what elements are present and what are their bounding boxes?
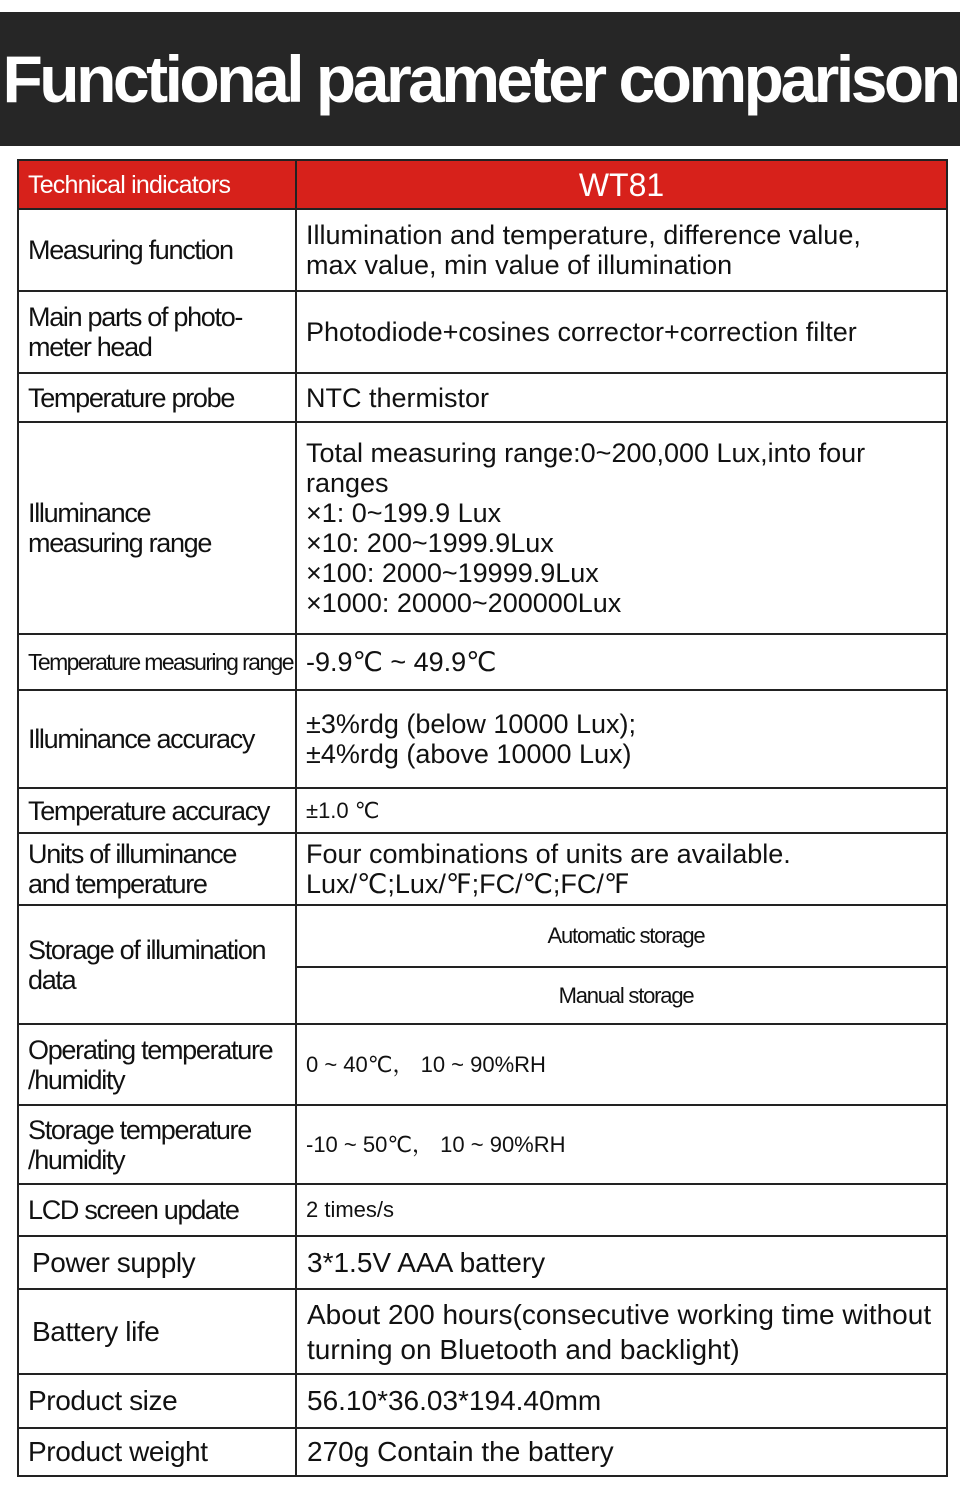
value-line: ±3%rdg (below 10000 Lux);: [306, 709, 637, 739]
row-value: [296, 209, 947, 291]
value-line: ×10: 200~1999.9Lux: [306, 528, 554, 558]
page-title: Functional parameter comparison: [2, 42, 958, 116]
value-line: Four combinations of units are available.: [306, 839, 791, 869]
label-line: and temperature: [28, 869, 207, 899]
table-row: [18, 422, 947, 634]
row-label: Power supply: [18, 1236, 296, 1289]
table-row: [18, 1024, 947, 1105]
row-value: ±1.0 ℃: [296, 788, 947, 833]
table-row: [18, 291, 947, 373]
title-banner: [0, 12, 960, 146]
row-value: NTC thermistor: [296, 373, 947, 422]
label-line: Storage of illumination: [28, 934, 266, 965]
label-line: data: [28, 964, 76, 995]
label-line: Illuminance: [28, 498, 151, 528]
value-line: About 200 hours(consecutive working time without: [307, 1298, 932, 1330]
row-label: Illuminance accuracy: [18, 690, 296, 788]
row-label: Measuring function: [18, 209, 296, 291]
label-line: Units of illuminance: [28, 839, 237, 869]
table-row: [18, 209, 947, 291]
row-value: 56.10*36.03*194.40mm: [296, 1374, 947, 1428]
value-line: ×1000: 20000~200000Lux: [306, 588, 622, 618]
table-row: [18, 1184, 947, 1236]
row-label: [18, 833, 296, 905]
value-line: Illumination and temperature, difference value,: [306, 220, 861, 250]
row-value: [296, 833, 947, 905]
table-row: [18, 373, 947, 422]
row-label: Temperature probe: [18, 373, 296, 422]
value-line: Total measuring range:0~200,000 Lux,into four: [306, 438, 866, 468]
table-row: [18, 1428, 947, 1476]
row-label: [18, 291, 296, 373]
value-line: ×100: 2000~19999.9Lux: [306, 558, 599, 588]
label-line: measuring range: [28, 528, 212, 558]
row-value: [296, 422, 947, 634]
label-line: Operating temperature: [28, 1034, 273, 1065]
row-value: -9.9℃ ~ 49.9℃: [296, 634, 947, 690]
row-value: -10 ~ 50℃， 10 ~ 90%RH: [296, 1105, 947, 1184]
header-model: WT81: [296, 160, 947, 209]
table-row: [18, 1289, 947, 1374]
value-line: ±4%rdg (above 10000 Lux): [306, 739, 632, 769]
value-line: turning on Bluetooth and backlight): [307, 1333, 740, 1365]
row-label: Temperature accuracy: [18, 788, 296, 833]
row-value: [296, 690, 947, 788]
row-label: [18, 1024, 296, 1105]
value-line: ranges: [306, 468, 389, 498]
table-header-row: [18, 160, 947, 209]
row-value: Photodiode+cosines corrector+correction filter: [296, 291, 947, 373]
table-row: [18, 1236, 947, 1289]
row-value: 270g Contain the battery: [296, 1428, 947, 1476]
row-label: Battery life: [18, 1289, 296, 1374]
spec-table: [17, 159, 948, 1477]
automatic-storage: Automatic storage: [296, 905, 947, 967]
row-value: 3*1.5V AAA battery: [296, 1236, 947, 1289]
table-row: [18, 905, 947, 967]
row-label: [18, 422, 296, 634]
table-row: [18, 690, 947, 788]
row-label: [18, 1105, 296, 1184]
label-line: meter head: [28, 332, 152, 362]
table-row: [18, 634, 947, 690]
label-line: /humidity: [28, 1064, 125, 1095]
manual-storage: Manual storage: [296, 967, 947, 1024]
header-label: Technical indicators: [18, 160, 296, 209]
table-row: [18, 833, 947, 905]
value-line: ×1: 0~199.9 Lux: [306, 498, 502, 528]
row-value: 0 ~ 40℃， 10 ~ 90%RH: [296, 1024, 947, 1105]
row-label: Product weight: [18, 1428, 296, 1476]
label-line: Main parts of photo-: [28, 302, 243, 332]
value-line: max value, min value of illumination: [306, 250, 733, 280]
label-line: Storage temperature: [28, 1114, 251, 1145]
table-row: [18, 788, 947, 833]
label-line: /humidity: [28, 1144, 125, 1175]
value-line: Lux/℃;Lux/℉;FC/℃;FC/℉: [306, 869, 630, 899]
row-label: [18, 905, 296, 1024]
table-row: [18, 1105, 947, 1184]
table-row: [18, 1374, 947, 1428]
row-value: 2 times/s: [296, 1184, 947, 1236]
row-label: LCD screen update: [18, 1184, 296, 1236]
row-value: [296, 1289, 947, 1374]
row-label: Product size: [18, 1374, 296, 1428]
row-label: Temperature measuring range: [18, 634, 296, 690]
